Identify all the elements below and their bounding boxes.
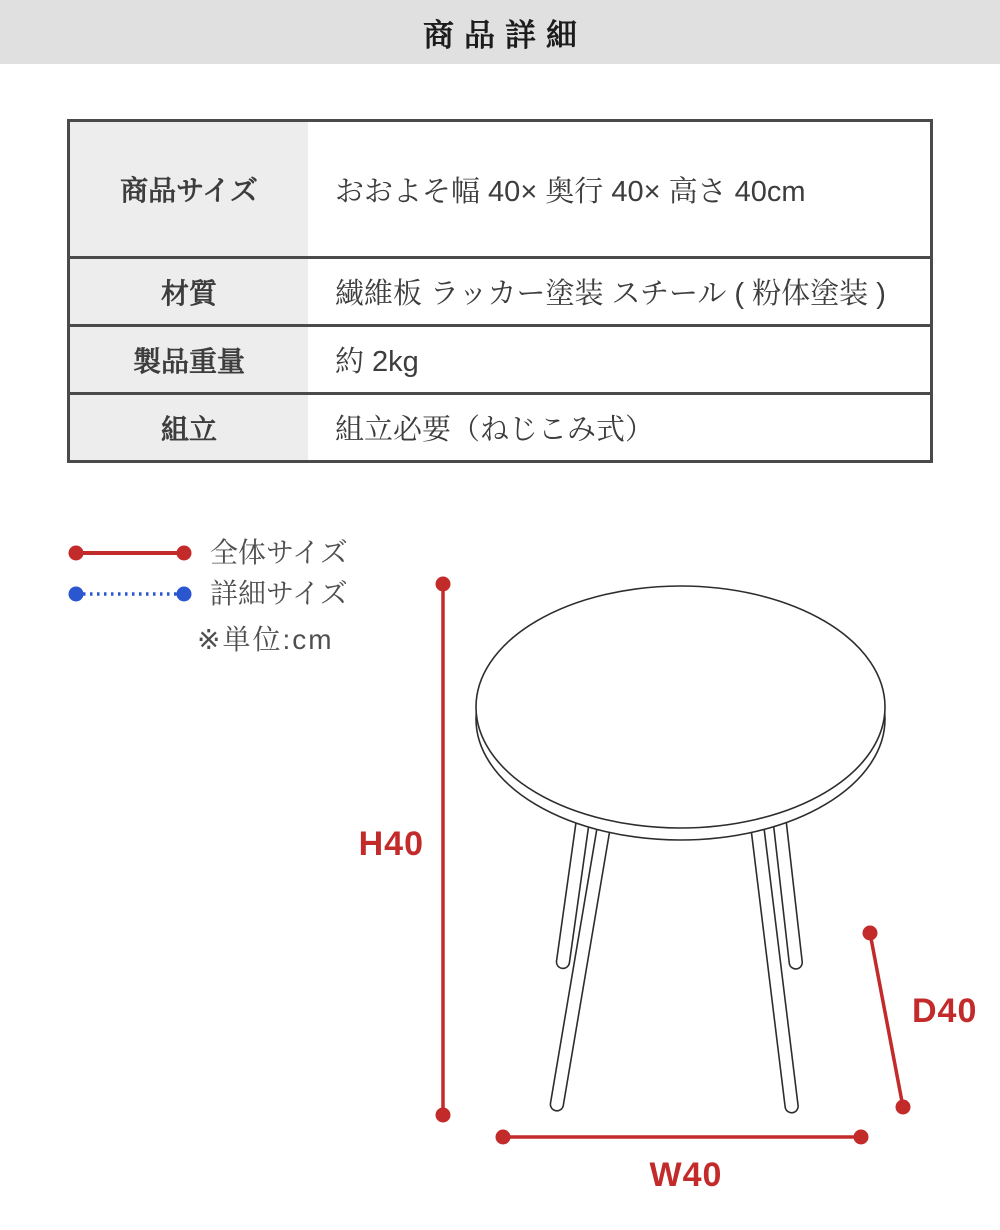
dimension-diagram: [0, 530, 1000, 1230]
spec-label-assembly: 組立: [70, 395, 308, 460]
table-row-assembly: [70, 392, 930, 460]
legend-detail-size-label: 詳細サイズ: [210, 578, 348, 609]
legend-unit-note: ※単位:cm: [197, 624, 334, 655]
page-header: [0, 0, 1000, 64]
spec-value-size: おおよそ幅 40× 奥行 40× 高さ 40cm: [335, 175, 806, 208]
height-dimension-label: H40: [358, 825, 424, 863]
depth-dimension: [863, 926, 978, 1115]
spec-value-assembly: 組立必要（ねじこみ式）: [335, 414, 655, 446]
spec-table: [67, 119, 933, 463]
width-dimension-label: W40: [649, 1156, 723, 1194]
depth-dimension-label: D40: [912, 992, 978, 1030]
round-table-illustration: [476, 586, 885, 1114]
legend-overall-size-label: 全体サイズ: [210, 537, 348, 568]
spec-value-material: 繊維板 ラッカー塗装 スチール ( 粉体塗装 ): [335, 278, 886, 310]
spec-label-weight: 製品重量: [70, 327, 308, 392]
table-row-size: [70, 122, 930, 256]
legend-detail-key-line: [69, 587, 192, 602]
legend-overall-key-line: [69, 546, 192, 561]
table-top-surface: [476, 586, 885, 828]
spec-label-size: 商品サイズ: [70, 122, 308, 256]
table-row-weight: [70, 324, 930, 392]
spec-label-material: 材質: [70, 259, 308, 324]
page-title: 商品詳細: [423, 17, 587, 53]
spec-value-weight: 約 2kg: [335, 346, 419, 378]
height-dimension: [359, 577, 451, 1123]
width-dimension: [496, 1130, 869, 1195]
table-row-material: [70, 256, 930, 324]
